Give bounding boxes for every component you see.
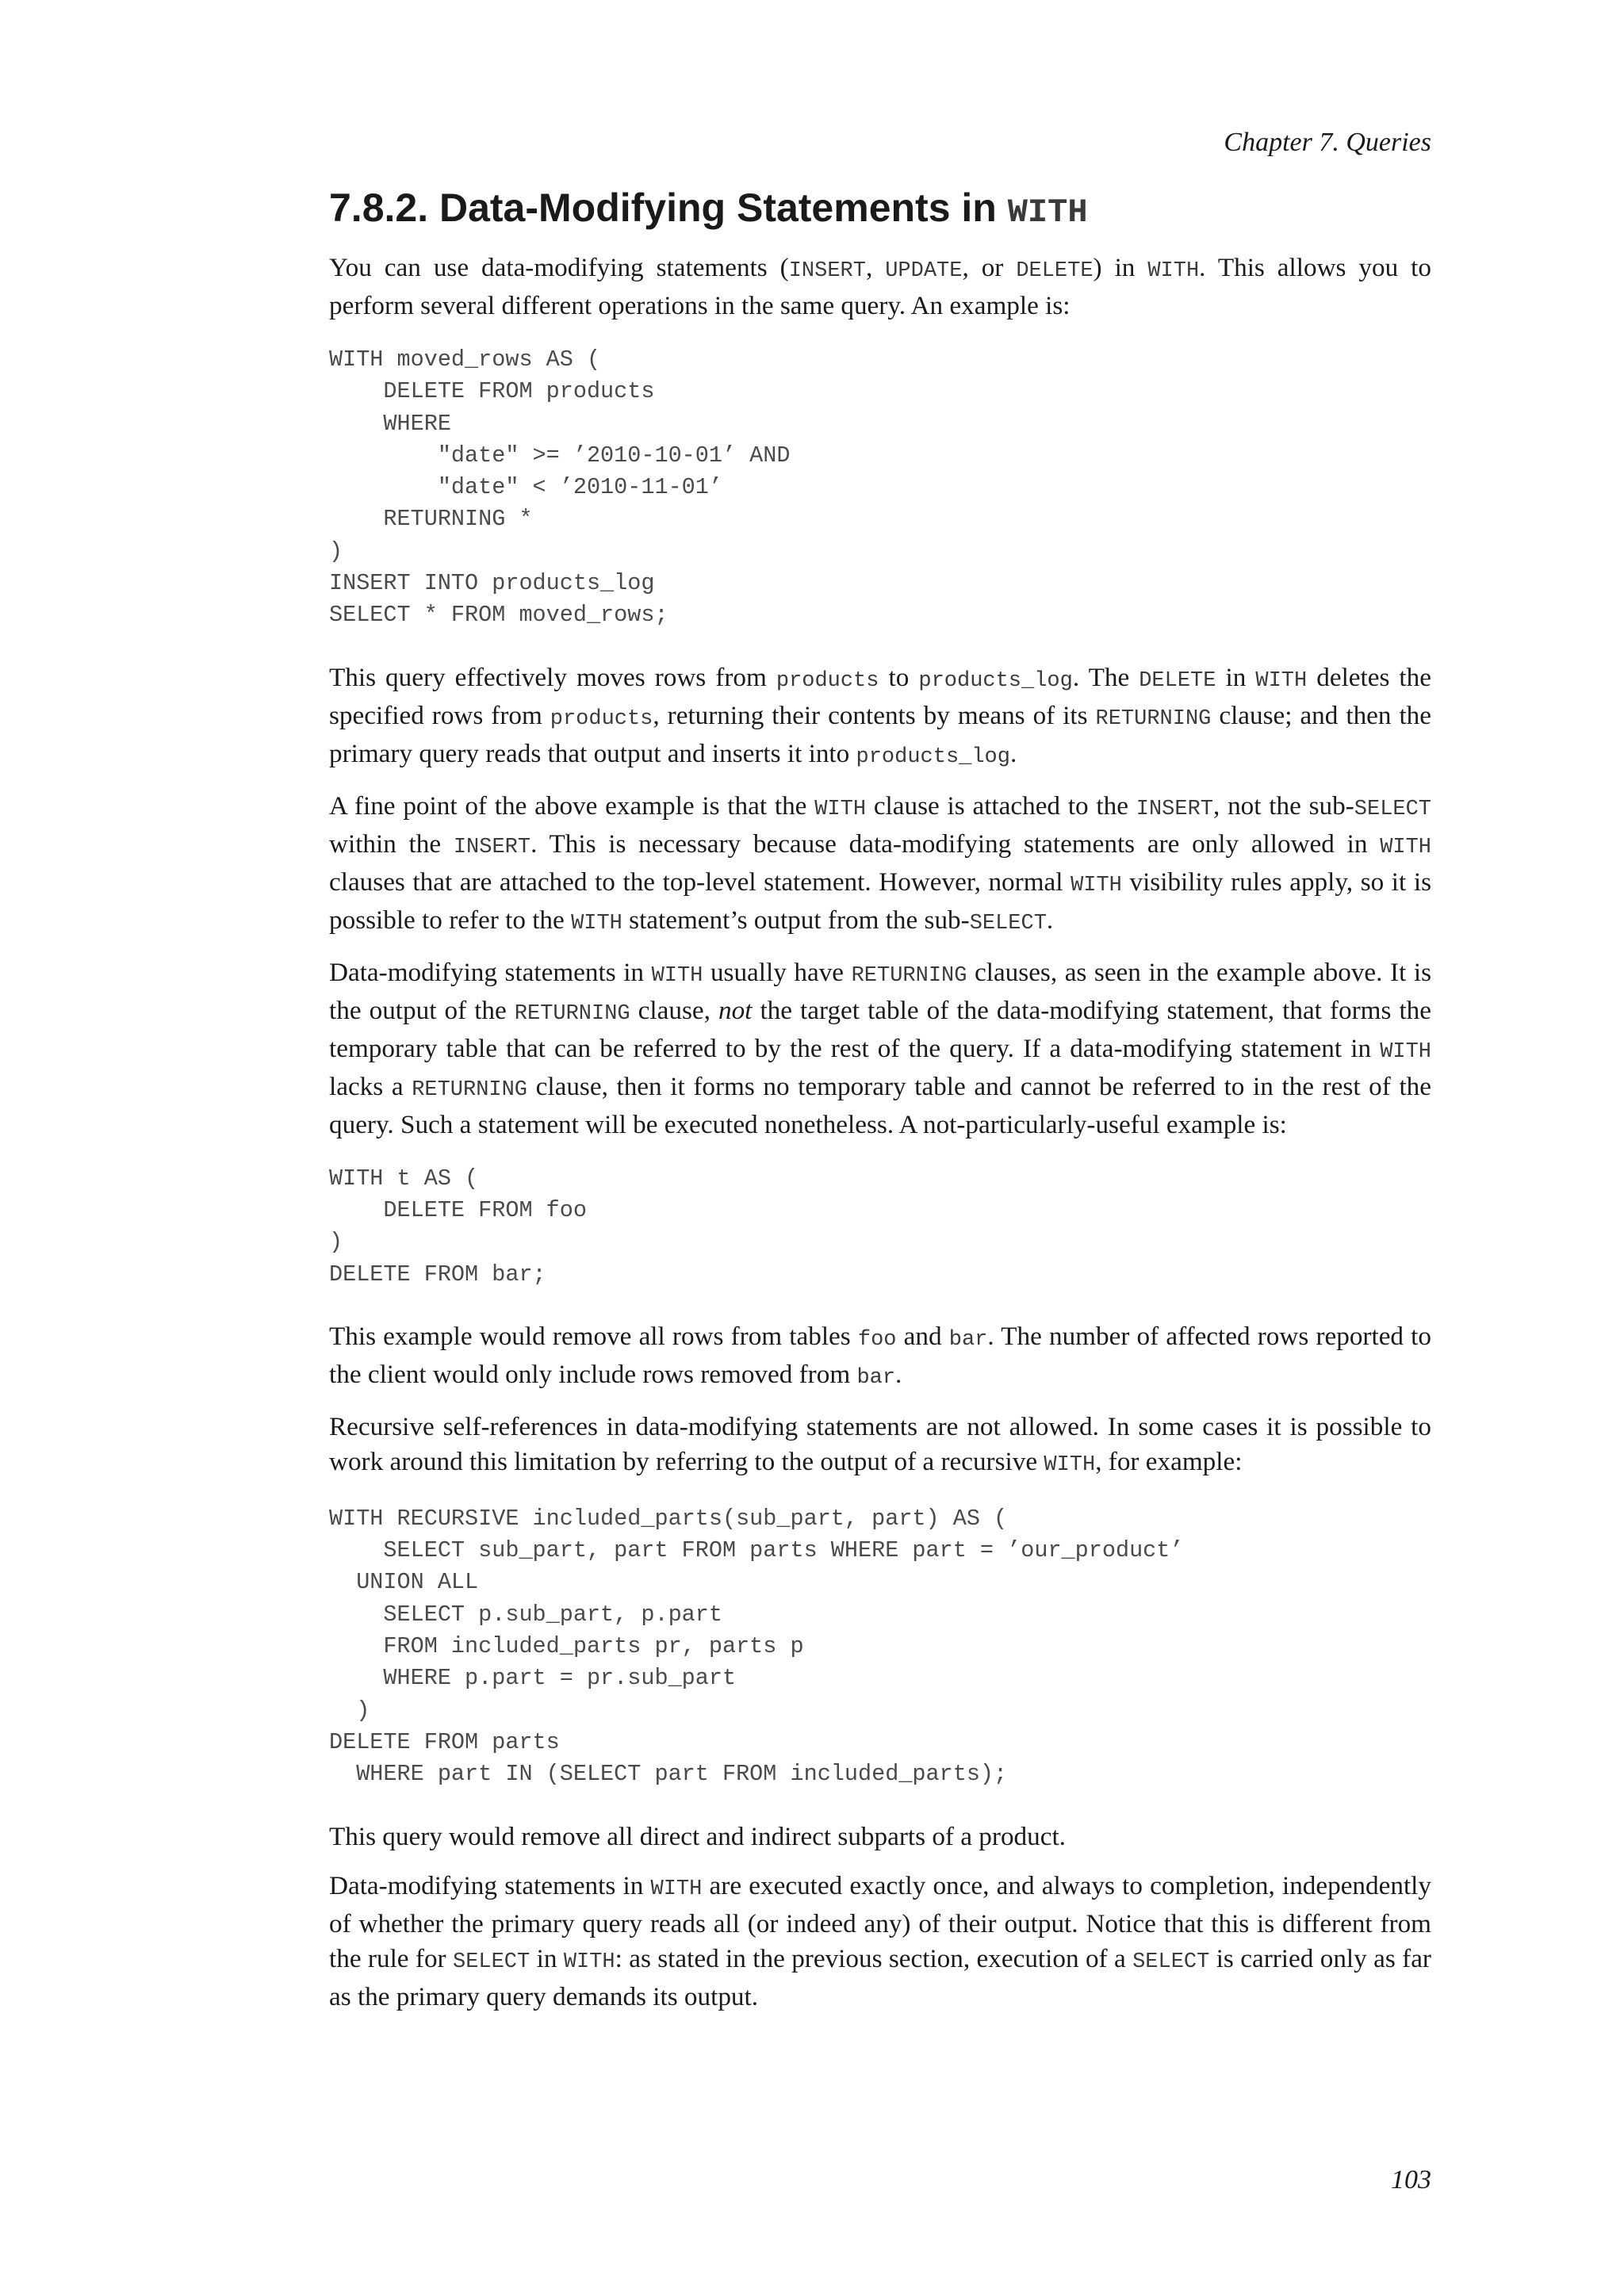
section-title-text: 7.8.2. Data-Modifying Statements in [329, 186, 1008, 230]
running-header: Chapter 7. Queries [1224, 128, 1431, 157]
paragraph-execution: Data-modifying statements in WITH are executed exactly once, and always to completion, independently of whether the primary query reads all (or indeed any) of their output. Notice that this is different from the rule for SELECT in WITH: as stated in the previous section, execution of a SELECT is carried only as far as the primary query demands its output. [329, 1870, 1431, 2011]
section-title-keyword: WITH [1007, 193, 1088, 232]
paragraph-affected-rows: This example would remove all rows from tables foo and bar. The number of affected rows reported to the client would only include rows removed from bar. [329, 1321, 1431, 1390]
paragraph-explanation: This query effectively moves rows from products to products_log. The DELETE in WITH deletes the specified rows from products, returning their contents by means of its RETURNING clause; and then the primary query reads that output and inserts it into products_log. [329, 662, 1432, 769]
code-example-moved-rows: WITH moved_rows AS ( DELETE FROM products WHERE "date" >= ’2010-10-01’ AND "date" < ’2010-11-01’ RETURNING * ) INSERT INTO products_log SELECT * FROM moved_rows; [329, 346, 791, 629]
paragraph-returning: Data-modifying statements in WITH usually have RETURNING clauses, as seen in the example above. It is the output of the RETURNING clause, not the target table of the data-modifying statement, that forms the temporary table that can be referred to by the rest of the query. If a data-modifying statement in WITH lacks a RETURNING clause, then it forms no temporary table and cannot be referred to in the rest of the query. Such a statement will be executed nonetheless. A not-particularly-useful example is: [329, 957, 1431, 1139]
paragraph-recursive: Recursive self-references in data-modifying statements are not allowed. In some cases it is possible to work around this limitation by referring to the output of a recursive WITH, for example: [329, 1411, 1431, 1477]
code-example-recursive: WITH RECURSIVE included_parts(sub_part, part) AS ( SELECT sub_part, part FROM parts WHERE part = ’our_product’ UNION ALL SELECT p.sub_part, p.part FROM included_parts pr, parts p WHERE p.part = pr.sub_part ) DELETE FROM parts WHERE part IN (SELECT part FROM included_parts); [329, 1505, 1184, 1788]
paragraph-subparts: This query would remove all direct and indirect subparts of a product. [329, 1821, 1066, 1851]
page-number: 103 [1391, 2165, 1431, 2195]
section-body [329, 251, 1431, 2029]
paragraph-intro: You can use data-modifying statements (INSERT, UPDATE, or DELETE) in WITH. This allows you to perform several different operations in the same query. An example is: [329, 253, 1431, 320]
code-example-delete-foo: WITH t AS ( DELETE FROM foo ) DELETE FROM bar; [329, 1165, 587, 1288]
paragraph-fine-point: A fine point of the above example is that the WITH clause is attached to the INSERT, not the sub-SELECT within the INSERT. This is necessary because data-modifying statements are only allowed in WITH clauses that are attached to the top-level statement. However, normal WITH visibility rules apply, so it is possible to refer to the WITH statement’s output from the sub-SELECT. [329, 790, 1432, 936]
section-title [329, 184, 1088, 236]
document-page [329, 0, 1431, 2296]
